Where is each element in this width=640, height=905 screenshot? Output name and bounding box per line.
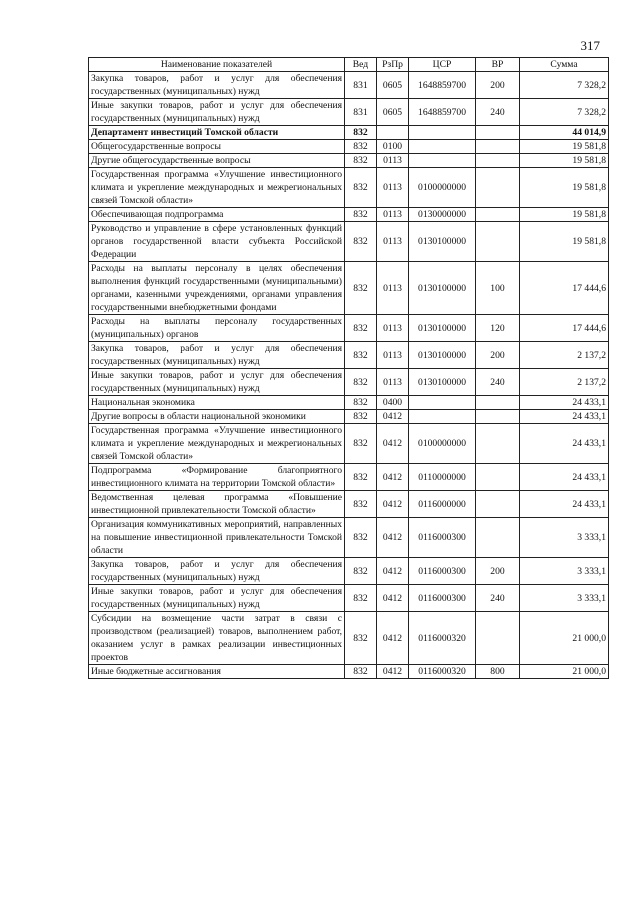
cell-rzpr: 0412	[377, 464, 409, 491]
cell-rzpr: 0113	[377, 315, 409, 342]
table-row	[89, 222, 609, 262]
cell-csr: 0130100000	[409, 315, 476, 342]
cell-rzpr: 0412	[377, 518, 409, 558]
cell-sum: 44 014,9	[520, 126, 609, 140]
cell-sum: 3 333,1	[520, 585, 609, 612]
cell-rzpr: 0113	[377, 262, 409, 315]
cell-ved: 832	[345, 612, 377, 665]
cell-vr	[476, 396, 520, 410]
cell-csr: 0130100000	[409, 262, 476, 315]
cell-vr	[476, 126, 520, 140]
cell-vr: 800	[476, 665, 520, 679]
cell-ved: 832	[345, 342, 377, 369]
cell-sum: 3 333,1	[520, 518, 609, 558]
cell-name: Закупка товаров, работ и услуг для обеспечения государственных (муниципальных) нужд	[89, 342, 345, 369]
cell-vr	[476, 612, 520, 665]
cell-name: Руководство и управление в сфере установленных функций органов государственной власти субъекта Российской Федерации	[89, 222, 345, 262]
cell-csr: 0116000300	[409, 518, 476, 558]
cell-name: Иные закупки товаров, работ и услуг для обеспечения государственных (муниципальных) нужд	[89, 99, 345, 126]
cell-ved: 832	[345, 140, 377, 154]
cell-ved: 832	[345, 558, 377, 585]
cell-name: Общегосударственные вопросы	[89, 140, 345, 154]
cell-name: Ведомственная целевая программа «Повышение инвестиционной привлекательности Томской области»	[89, 491, 345, 518]
table-row	[89, 154, 609, 168]
cell-rzpr: 0412	[377, 424, 409, 464]
table-row	[89, 464, 609, 491]
table-row	[89, 518, 609, 558]
table-row	[89, 424, 609, 464]
cell-rzpr: 0113	[377, 342, 409, 369]
cell-rzpr: 0400	[377, 396, 409, 410]
cell-name: Другие общегосударственные вопросы	[89, 154, 345, 168]
cell-name: Закупка товаров, работ и услуг для обеспечения государственных (муниципальных) нужд	[89, 558, 345, 585]
cell-sum: 7 328,2	[520, 99, 609, 126]
table-row	[89, 315, 609, 342]
cell-sum: 19 581,8	[520, 222, 609, 262]
cell-rzpr: 0113	[377, 168, 409, 208]
cell-ved: 832	[345, 396, 377, 410]
cell-ved: 832	[345, 154, 377, 168]
cell-name: Иные закупки товаров, работ и услуг для обеспечения государственных (муниципальных) нужд	[89, 585, 345, 612]
table-row	[89, 72, 609, 99]
cell-csr: 1648859700	[409, 72, 476, 99]
cell-name: Департамент инвестиций Томской области	[89, 126, 345, 140]
cell-name: Иные закупки товаров, работ и услуг для обеспечения государственных (муниципальных) нужд	[89, 369, 345, 396]
cell-sum: 7 328,2	[520, 72, 609, 99]
cell-csr: 0116000000	[409, 491, 476, 518]
cell-csr	[409, 396, 476, 410]
cell-sum: 24 433,1	[520, 491, 609, 518]
cell-name: Обеспечивающая подпрограмма	[89, 208, 345, 222]
cell-name: Расходы на выплаты персоналу государственных (муниципальных) органов	[89, 315, 345, 342]
cell-csr: 0116000320	[409, 612, 476, 665]
cell-ved: 832	[345, 424, 377, 464]
cell-sum: 2 137,2	[520, 342, 609, 369]
cell-sum: 17 444,6	[520, 315, 609, 342]
cell-vr	[476, 518, 520, 558]
table-row	[89, 262, 609, 315]
cell-ved: 832	[345, 585, 377, 612]
cell-rzpr: 0412	[377, 612, 409, 665]
cell-rzpr: 0412	[377, 558, 409, 585]
cell-name: Государственная программа «Улучшение инвестиционного климата и укрепление международных и межрегиональных связей Томской области»	[89, 168, 345, 208]
cell-name: Иные бюджетные ассигнования	[89, 665, 345, 679]
cell-ved: 832	[345, 222, 377, 262]
table-row	[89, 140, 609, 154]
table-row	[89, 126, 609, 140]
cell-ved: 832	[345, 369, 377, 396]
cell-sum: 21 000,0	[520, 665, 609, 679]
header-ved: Вед	[345, 58, 377, 72]
cell-rzpr: 0605	[377, 99, 409, 126]
cell-ved: 832	[345, 410, 377, 424]
cell-rzpr: 0412	[377, 665, 409, 679]
cell-rzpr: 0605	[377, 72, 409, 99]
cell-vr: 100	[476, 262, 520, 315]
cell-vr: 240	[476, 369, 520, 396]
cell-rzpr: 0113	[377, 208, 409, 222]
table-row	[89, 99, 609, 126]
cell-ved: 832	[345, 665, 377, 679]
cell-name: Национальная экономика	[89, 396, 345, 410]
cell-ved: 831	[345, 99, 377, 126]
table-row	[89, 665, 609, 679]
cell-csr: 0130100000	[409, 342, 476, 369]
cell-name: Организация коммуникативных мероприятий, направленных на повышение инвестиционной привлекательности Томской области	[89, 518, 345, 558]
cell-vr: 200	[476, 72, 520, 99]
cell-ved: 832	[345, 168, 377, 208]
cell-rzpr: 0113	[377, 154, 409, 168]
cell-name: Закупка товаров, работ и услуг для обеспечения государственных (муниципальных) нужд	[89, 72, 345, 99]
cell-ved: 832	[345, 315, 377, 342]
table-row	[89, 396, 609, 410]
cell-vr	[476, 410, 520, 424]
cell-sum: 24 433,1	[520, 396, 609, 410]
table-row	[89, 585, 609, 612]
cell-sum: 24 433,1	[520, 424, 609, 464]
cell-ved: 831	[345, 72, 377, 99]
cell-csr: 1648859700	[409, 99, 476, 126]
table-row	[89, 168, 609, 208]
cell-sum: 19 581,8	[520, 140, 609, 154]
cell-csr	[409, 154, 476, 168]
header-sum: Сумма	[520, 58, 609, 72]
cell-csr: 0130100000	[409, 222, 476, 262]
cell-vr: 240	[476, 585, 520, 612]
header-rzpr: РзПр	[377, 58, 409, 72]
cell-name: Расходы на выплаты персоналу в целях обеспечения выполнения функций государственными (муниципальными) органами, казенными учреждениями, органами управления государственными внебюджетными фондами	[89, 262, 345, 315]
table-row	[89, 369, 609, 396]
header-name: Наименование показателей	[89, 58, 345, 72]
cell-name: Государственная программа «Улучшение инвестиционного климата и укрепление международных и межрегиональных связей Томской области»	[89, 424, 345, 464]
table-row	[89, 612, 609, 665]
cell-rzpr: 0113	[377, 222, 409, 262]
header-vr: ВР	[476, 58, 520, 72]
cell-rzpr: 0412	[377, 491, 409, 518]
cell-vr	[476, 154, 520, 168]
cell-ved: 832	[345, 126, 377, 140]
header-csr: ЦСР	[409, 58, 476, 72]
cell-name: Субсидии на возмещение части затрат в связи с производством (реализацией) товаров, выполнением работ, оказанием услуг в рамках реализации инвестиционных проектов	[89, 612, 345, 665]
cell-ved: 832	[345, 491, 377, 518]
cell-name: Другие вопросы в области национальной экономики	[89, 410, 345, 424]
table-row	[89, 410, 609, 424]
cell-csr	[409, 410, 476, 424]
cell-rzpr: 0100	[377, 140, 409, 154]
cell-sum: 24 433,1	[520, 410, 609, 424]
cell-sum: 21 000,0	[520, 612, 609, 665]
cell-rzpr	[377, 126, 409, 140]
cell-sum: 19 581,8	[520, 168, 609, 208]
cell-csr: 0100000000	[409, 168, 476, 208]
cell-csr: 0116000300	[409, 558, 476, 585]
cell-vr	[476, 140, 520, 154]
cell-vr	[476, 491, 520, 518]
cell-rzpr: 0412	[377, 410, 409, 424]
table-header-row	[89, 58, 609, 72]
cell-vr	[476, 424, 520, 464]
cell-sum: 19 581,8	[520, 208, 609, 222]
table-body	[89, 72, 609, 679]
budget-table	[88, 57, 609, 679]
cell-sum: 24 433,1	[520, 464, 609, 491]
table-row	[89, 342, 609, 369]
cell-csr: 0130100000	[409, 369, 476, 396]
cell-rzpr: 0412	[377, 585, 409, 612]
cell-csr: 0130000000	[409, 208, 476, 222]
cell-vr	[476, 222, 520, 262]
cell-rzpr: 0113	[377, 369, 409, 396]
cell-vr: 200	[476, 558, 520, 585]
cell-name: Подпрограмма «Формирование благоприятного инвестиционного климата на территории Томской области»	[89, 464, 345, 491]
cell-csr: 0110000000	[409, 464, 476, 491]
cell-vr	[476, 464, 520, 491]
cell-vr	[476, 168, 520, 208]
table-row	[89, 491, 609, 518]
cell-vr: 240	[476, 99, 520, 126]
cell-vr: 120	[476, 315, 520, 342]
cell-csr	[409, 140, 476, 154]
cell-ved: 832	[345, 464, 377, 491]
cell-ved: 832	[345, 518, 377, 558]
cell-ved: 832	[345, 208, 377, 222]
cell-csr: 0116000320	[409, 665, 476, 679]
page-number: 317	[580, 38, 600, 53]
cell-csr: 0100000000	[409, 424, 476, 464]
cell-csr: 0116000300	[409, 585, 476, 612]
cell-sum: 3 333,1	[520, 558, 609, 585]
cell-sum: 2 137,2	[520, 369, 609, 396]
table-row	[89, 558, 609, 585]
cell-csr	[409, 126, 476, 140]
cell-ved: 832	[345, 262, 377, 315]
cell-vr: 200	[476, 342, 520, 369]
cell-vr	[476, 208, 520, 222]
table-row	[89, 208, 609, 222]
cell-sum: 19 581,8	[520, 154, 609, 168]
cell-sum: 17 444,6	[520, 262, 609, 315]
